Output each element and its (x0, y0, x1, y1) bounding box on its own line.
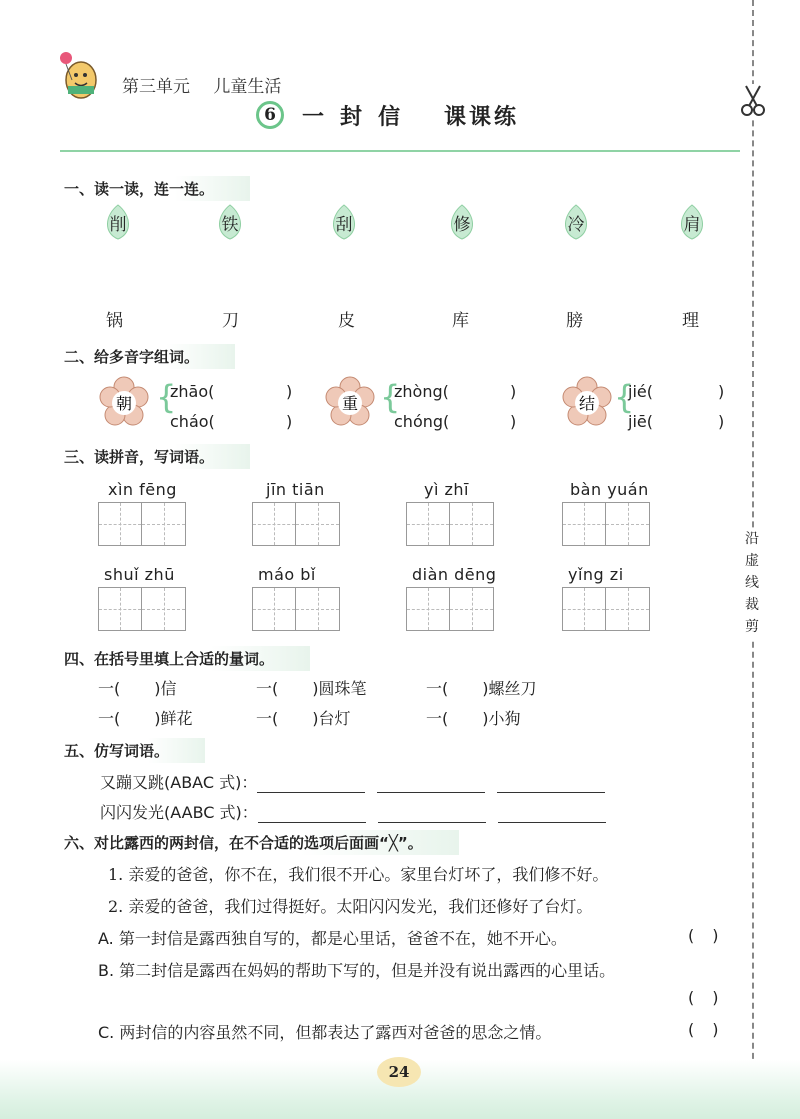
pinyin-reading: zhòng( (394, 382, 449, 401)
option-a: A. 第一封信是露西独自写的，都是心里话，爸爸不在，她不开心。 (98, 929, 567, 948)
poly-reading-line (628, 412, 724, 431)
close-paren: ) (510, 382, 517, 401)
lesson-number: 6 (256, 101, 284, 129)
imitation-row (100, 770, 617, 793)
pinyin-label: yì zhī (424, 480, 469, 499)
item-prefix: 一( (256, 709, 279, 728)
close-paren: ) (286, 412, 293, 431)
lesson-kind: 课课练 (444, 104, 520, 130)
poly-reading-line (170, 412, 292, 431)
poly-reading-line (394, 382, 516, 401)
answer-paren[interactable]: () (688, 988, 737, 1007)
writing-grid[interactable] (406, 502, 494, 546)
answer-paren[interactable]: () (688, 926, 737, 945)
cut-char: 线 (745, 575, 759, 591)
measure-word-item (426, 706, 521, 729)
unit-heading (122, 72, 299, 97)
close-paren: ) (510, 412, 517, 431)
section6-title: 六、对比露西的两封信，在不合适的选项后面画“╳”。 (62, 830, 459, 855)
item-prefix: 一( (98, 709, 121, 728)
poly-reading-line (170, 382, 292, 401)
brace-icon: { (614, 378, 635, 416)
header-divider (60, 150, 740, 152)
writing-grid[interactable] (98, 502, 186, 546)
writing-grid[interactable] (406, 587, 494, 631)
section5-title: 五、仿写词语。 (62, 738, 205, 763)
flower-char-text: 朝 (115, 394, 133, 413)
unit-label: 第三单元 (122, 77, 190, 97)
section3-title: 三、读拼音，写词语。 (62, 444, 250, 469)
bottom-word[interactable]: 膀 (566, 311, 583, 331)
answer-line[interactable] (377, 779, 485, 793)
pinyin-label: bàn yuán (570, 480, 649, 499)
leaf-char[interactable] (101, 203, 135, 241)
item-prefix: 一( (426, 679, 449, 698)
item-suffix: )信 (154, 679, 177, 698)
close-paren: ) (718, 382, 725, 401)
pinyin-label: xìn fēng (108, 480, 177, 499)
bottom-word[interactable]: 理 (682, 311, 699, 331)
pinyin-reading: zhāo( (170, 382, 215, 401)
flower-char-text: 结 (578, 394, 596, 413)
bottom-word[interactable]: 锅 (106, 311, 123, 331)
writing-grid[interactable] (562, 587, 650, 631)
answer-line[interactable] (498, 809, 606, 823)
pinyin-label: yǐng zi (568, 565, 624, 584)
measure-word-item (426, 676, 537, 699)
leaf-char[interactable] (559, 203, 593, 241)
cut-char: 剪 (745, 619, 759, 635)
imitation-label: 闪闪发光(AABC 式)： (100, 803, 258, 822)
bottom-word[interactable]: 皮 (338, 311, 355, 331)
cut-along-line-text (744, 528, 760, 638)
imitation-row (100, 800, 618, 823)
item-prefix: 一( (98, 679, 121, 698)
cut-char: 沿 (745, 531, 759, 547)
mascot-illustration (56, 50, 106, 102)
leaf-char-text: 铁 (221, 214, 239, 235)
measure-word-item (98, 676, 177, 699)
measure-word-item (98, 706, 193, 729)
poly-reading-line (394, 412, 516, 431)
item-suffix: )鲜花 (154, 709, 193, 728)
letter-text: 1. 亲爱的爸爸，你不在，我们很不开心。家里台灯坏了，我们修不好。 (108, 865, 609, 884)
answer-line[interactable] (258, 809, 366, 823)
lesson-title: 一封信 (302, 104, 417, 130)
section1-title: 一、读一读，连一连。 (62, 176, 250, 201)
pinyin-reading: chóng( (394, 412, 450, 431)
unit-theme: 儿童生活 (213, 77, 282, 97)
pinyin-label: jīn tiān (266, 480, 325, 499)
option-c: C. 两封信的内容虽然不同，但都表达了露西对爸爸的思念之情。 (98, 1023, 552, 1042)
leaf-char-text: 冷 (567, 214, 585, 235)
pinyin-reading: jiē( (628, 412, 653, 431)
leaf-char[interactable] (327, 203, 361, 241)
item-suffix: )台灯 (312, 709, 351, 728)
writing-grid[interactable] (98, 587, 186, 631)
flower-char (561, 376, 613, 428)
answer-line[interactable] (378, 809, 486, 823)
lesson-heading (256, 100, 519, 130)
cut-char: 裁 (745, 597, 759, 613)
imitation-label: 又蹦又跳(ABAC 式)： (100, 773, 258, 792)
close-paren: ) (286, 382, 293, 401)
poly-reading-line (628, 382, 724, 401)
pinyin-reading: cháo( (170, 412, 215, 431)
pinyin-label: shuǐ zhū (104, 565, 175, 584)
letter-text: 2. 亲爱的爸爸，我们过得挺好。太阳闪闪发光，我们还修好了台灯。 (108, 897, 593, 916)
leaf-char-text: 刮 (335, 214, 353, 235)
item-prefix: 一( (426, 709, 449, 728)
flower-char-text: 重 (341, 394, 359, 413)
brace-icon: { (156, 378, 177, 416)
option-b: B. 第二封信是露西在妈妈的帮助下写的，但是并没有说出露西的心里话。 (98, 961, 616, 980)
page-number: 24 (377, 1057, 421, 1087)
bottom-word[interactable]: 库 (452, 311, 469, 331)
pinyin-label: máo bǐ (258, 565, 316, 584)
measure-word-item (256, 706, 351, 729)
leaf-char[interactable] (675, 203, 709, 241)
item-suffix: )小狗 (482, 709, 521, 728)
writing-grid[interactable] (562, 502, 650, 546)
pinyin-label: diàn dēng (412, 565, 497, 584)
item-suffix: )圆珠笔 (312, 679, 367, 698)
leaf-char[interactable] (213, 203, 247, 241)
measure-word-item (256, 676, 367, 699)
leaf-char[interactable] (445, 203, 479, 241)
pinyin-reading: jié( (628, 382, 653, 401)
bottom-word[interactable]: 刀 (222, 311, 239, 331)
answer-line[interactable] (257, 779, 365, 793)
section4-title: 四、在括号里填上合适的量词。 (62, 646, 310, 671)
writing-grid[interactable] (252, 502, 340, 546)
leaf-char-text: 削 (109, 214, 127, 235)
answer-paren[interactable]: () (688, 1020, 737, 1039)
item-prefix: 一( (256, 679, 279, 698)
scissors-icon (740, 84, 766, 118)
writing-grid[interactable] (252, 587, 340, 631)
leaf-char-text: 肩 (683, 214, 701, 235)
brace-icon: { (380, 378, 401, 416)
flower-char (98, 376, 150, 428)
cut-char: 虚 (745, 553, 759, 569)
close-paren: ) (718, 412, 725, 431)
item-suffix: )螺丝刀 (482, 679, 537, 698)
section2-title: 二、给多音字组词。 (62, 344, 235, 369)
flower-char (324, 376, 376, 428)
leaf-char-text: 修 (453, 214, 471, 235)
answer-line[interactable] (497, 779, 605, 793)
